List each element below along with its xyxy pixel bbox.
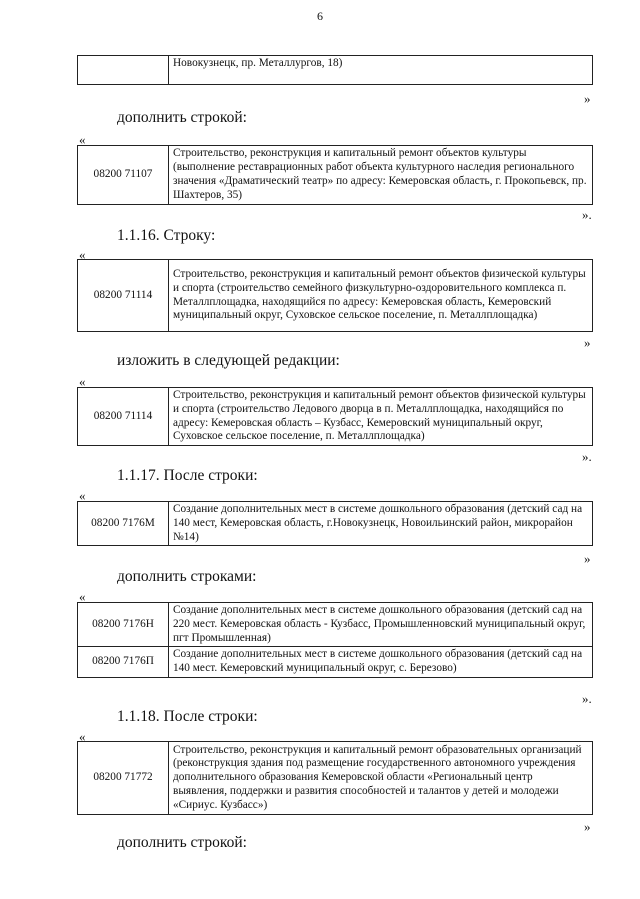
text-cell: Строительство, реконструкция и капитальный ремонт образовательных организаций (реконструкция здания под размещение государственного автономного учреждения дополнительного образования Кемеровской области «Региональный центр выявления, поддержки и развития способностей и талантов у детей и молодежи «Сириус. Кузбасс») <box>169 742 593 815</box>
section-heading: 1.1.16. Строку: <box>117 227 216 244</box>
section-heading: дополнить строками: <box>117 568 257 585</box>
table-add-row <box>77 145 593 205</box>
table-row <box>78 603 593 647</box>
table-row <box>78 260 593 332</box>
table-new-row <box>77 387 593 446</box>
table-row <box>78 647 593 678</box>
open-quote: « <box>79 374 86 389</box>
table-after-row-2 <box>77 741 593 815</box>
table-row <box>78 388 593 446</box>
code-cell: 08200 7176Н <box>78 603 169 647</box>
close-quote: » <box>584 819 591 834</box>
section-heading: 1.1.17. После строки: <box>117 467 258 484</box>
section-heading: 1.1.18. После строки: <box>117 708 258 725</box>
text-cell: Строительство, реконструкция и капитальный ремонт объектов физической культуры и спорта (строительство семейного физкультурно-оздоровительного комплекса п. Металлплощадка, находящийся по адресу: Кемеровская область, Кемеровский муниципальный округ, Суховское сельское поселение, п. Металлплощадка) <box>169 260 593 332</box>
text-cell: Новокузнецк, пр. Металлургов, 18) <box>169 56 593 85</box>
text-cell: Создание дополнительных мест в системе дошкольного образования (детский сад на 140 мест, Кемеровская область, г.Новокузнецк, Новоильинский район, микрорайон №14) <box>169 502 593 546</box>
text-cell: Строительство, реконструкция и капитальный ремонт объектов физической культуры и спорта (строительство Ледового дворца в п. Металлплощадка, находящийся по адресу: Кемеровская область – Кузбасс, Кемеровский муниципальный округ, Суховское сельское поселение, п. Металлплощадка) <box>169 388 593 446</box>
table-row <box>78 742 593 815</box>
table-row <box>78 502 593 546</box>
close-quote: » <box>584 551 591 566</box>
text-cell: Строительство, реконструкция и капитальный ремонт объектов культуры (выполнение реставрационных работ объекта культурного наследия регионального значения «Драматический театр» по адресу: Кемеровская область, г. Прокопьевск, пр. Шахтеров, 35) <box>169 146 593 205</box>
code-cell: 08200 71114 <box>78 260 169 332</box>
table-continuation <box>77 55 593 85</box>
text-cell: Создание дополнительных мест в системе дошкольного образования (детский сад на 140 мест. Кемеровский муниципальный округ, с. Березово) <box>169 647 593 678</box>
open-quote: « <box>79 488 86 503</box>
table-added-rows <box>77 602 593 678</box>
close-quote: ». <box>582 691 592 706</box>
table-row <box>78 56 593 85</box>
close-quote: ». <box>582 449 592 464</box>
section-heading: дополнить строкой: <box>117 834 247 851</box>
section-heading: изложить в следующей редакции: <box>117 352 340 369</box>
close-quote: » <box>584 91 591 106</box>
code-cell: 08200 71772 <box>78 742 169 815</box>
section-heading: дополнить строкой: <box>117 109 247 126</box>
open-quote: « <box>79 247 86 262</box>
close-quote: » <box>584 335 591 350</box>
text-cell: Создание дополнительных мест в системе дошкольного образования (детский сад на 220 мест. Кемеровская область - Кузбасс, Промышленновский муниципальный округ, пгт Промышленная) <box>169 603 593 647</box>
code-cell: 08200 7176П <box>78 647 169 678</box>
close-quote: ». <box>582 207 592 222</box>
open-quote: « <box>79 729 86 744</box>
code-cell: 08200 71107 <box>78 146 169 205</box>
page-number: 6 <box>317 9 323 23</box>
table-old-row <box>77 259 593 332</box>
code-cell: 08200 71114 <box>78 388 169 446</box>
open-quote: « <box>79 132 86 147</box>
table-row <box>78 146 593 205</box>
open-quote: « <box>79 589 86 604</box>
code-cell: 08200 7176М <box>78 502 169 546</box>
table-after-row <box>77 501 593 546</box>
code-cell <box>78 56 169 85</box>
